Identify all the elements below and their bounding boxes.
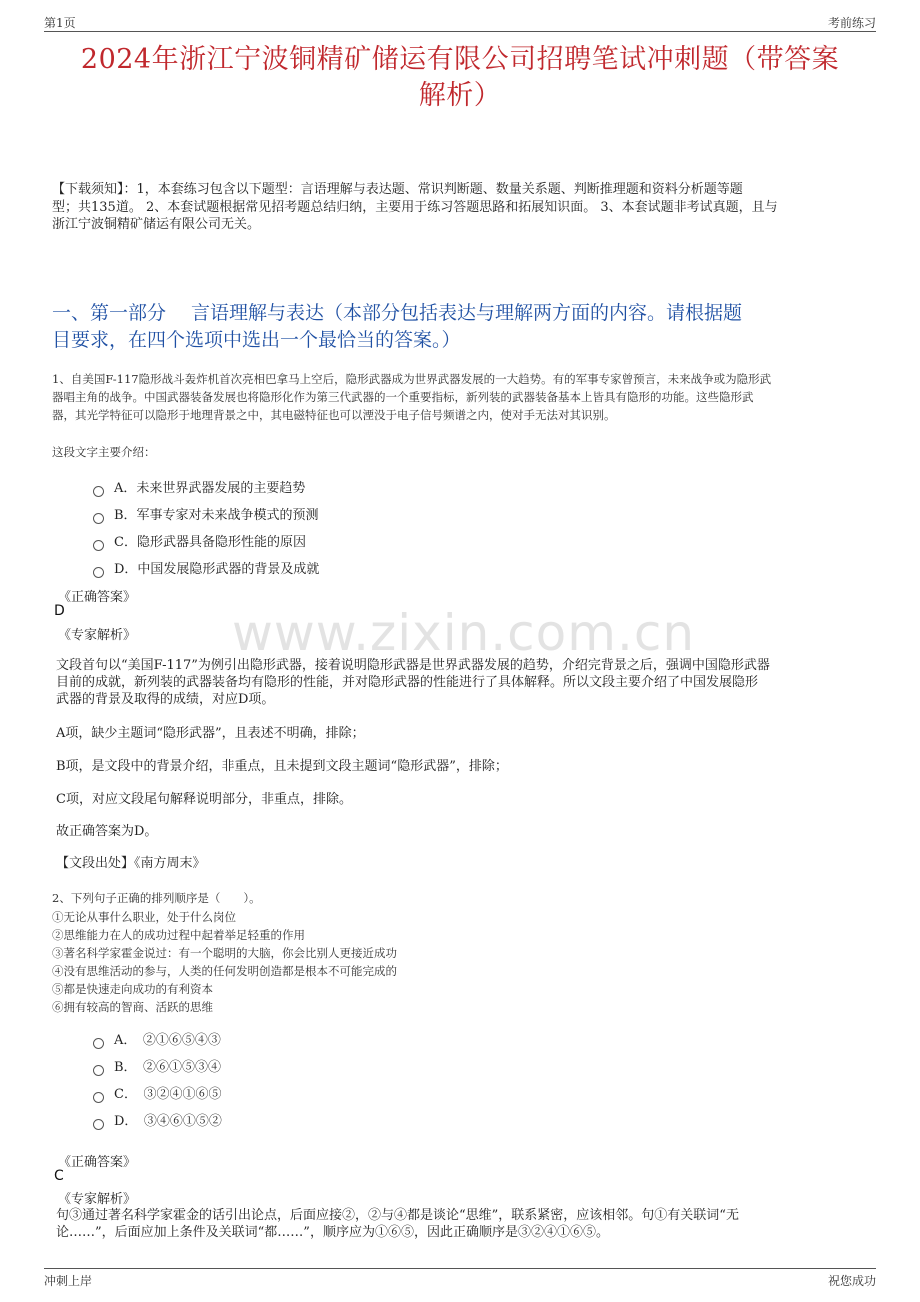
q1-stem-line-2: 器唱主角的战争。中国武器装备发展也将隐形化作为第三代武器的一个重要指标，新列装的武器装备基本上皆具有隐形的功能。这些隐形武: [52, 390, 754, 404]
q1-option-b-label: B．军事专家对未来战争模式的预测: [114, 508, 319, 523]
q2-analysis-line-1: 句③通过著名科学家霍金的话引出论点，后面应接②，②与④都是谈论“思维”，联系紧密，应该相邻。句①有关联词“无: [56, 1208, 739, 1223]
q2-option-a-label: A． ②①⑥⑤④③: [114, 1033, 221, 1048]
q1-note-a: A项，缺少主题词“隐形武器”，且表述不明确，排除；: [56, 726, 365, 741]
q2-sentences: [52, 908, 874, 1016]
q1-option-c-label: C．隐形武器具备隐形性能的原因: [114, 535, 306, 550]
radio-icon[interactable]: [93, 540, 104, 551]
q2-sentence-6: ⑥拥有较高的智商、活跃的思维: [52, 1000, 213, 1014]
q2-option-c[interactable]: [93, 1083, 221, 1102]
q1-option-b[interactable]: [93, 504, 319, 523]
q1-stem-line-3: 器，其光学特征可以隐形于地理背景之中，其电磁特征也可以湮没于电子信号频谱之内，使对手无法对其识别。: [52, 408, 616, 422]
q1-answer-label: 《正确答案》: [58, 590, 137, 605]
notice-line-1: 【下载须知】：1，本套练习包含以下题型：言语理解与表达题、常识判断题、数量关系题、判断推理题和资料分析题等题: [52, 182, 743, 197]
q1-note-c: C项，对应文段尾句解释说明部分，非重点，排除。: [56, 792, 352, 807]
document-title: [40, 42, 880, 114]
q2-sentence-2: ②思维能力在人的成功过程中起着举足轻重的作用: [52, 928, 305, 942]
title-line-2: 解析）: [418, 80, 502, 111]
section-heading: [52, 300, 874, 354]
q2-sentence-5: ⑤都是快速走向成功的有利资本: [52, 982, 213, 996]
radio-icon[interactable]: [93, 567, 104, 578]
q1-answer: D: [54, 603, 65, 619]
q2-analysis-line-2: 论……”，后面应加上条件及关联词“都……”，顺序应为①⑥⑤，因此正确顺序是③②④①⑥⑤。: [56, 1225, 609, 1240]
q2-answer-label: 《正确答案》: [58, 1155, 137, 1170]
q2-stem: 2、下列句子正确的排列顺序是（ ）。: [52, 891, 261, 905]
q2-answer: C: [54, 1168, 64, 1184]
radio-icon[interactable]: [93, 1119, 104, 1130]
notice-line-2: 型；共135道。 2、本套试题根据常见招考题总结归纳，主要用于练习答题思路和拓展知识面。 3、本套试题非考试真题，且与: [52, 199, 778, 215]
q1-note-b: B项，是文段中的背景介绍，非重点，且未提到文段主题词“隐形武器”，排除；: [56, 759, 508, 774]
q2-option-d-label: D． ③④⑥①⑤②: [114, 1114, 222, 1129]
q2-option-a[interactable]: [93, 1029, 221, 1048]
download-notice: [52, 181, 874, 234]
q1-option-c[interactable]: [93, 531, 306, 550]
q1-analysis-label: 《专家解析》: [58, 628, 137, 643]
watermark: www.zixin.com.cn: [232, 604, 696, 662]
header-rule: [44, 31, 876, 32]
q2-sentence-4: ④没有思维活动的参与，人类的任何发明创造都是根本不可能完成的: [52, 964, 397, 978]
q2-sentence-1: ①无论从事什么职业，处于什么岗位: [52, 910, 236, 924]
question-1-stem: [52, 370, 874, 424]
q1-source: 【文段出处】《南方周末》: [56, 856, 206, 871]
notice-line-3: 浙江宁波铜精矿储运有限公司无关。: [52, 217, 261, 232]
q1-analysis-line-3: 武器的背景及取得的成绩，对应D项。: [56, 692, 275, 707]
header-label: 考前练习: [827, 16, 876, 30]
title-line-1: 2024年浙江宁波铜精矿储运有限公司招聘笔试冲刺题（带答案: [80, 44, 840, 75]
q1-prompt: 这段文字主要介绍：: [52, 445, 156, 459]
page-number: 第1页: [44, 16, 76, 30]
q2-sentence-3: ③著名科学家霍金说过：有一个聪明的大脑，你会比别人更接近成功: [52, 946, 397, 960]
radio-icon[interactable]: [93, 1092, 104, 1103]
section-heading-line-2: 目要求，在四个选项中选出一个最恰当的答案。）: [52, 329, 461, 351]
q2-option-b-label: B． ②⑥①⑤③④: [114, 1060, 222, 1075]
footer-left: 冲刺上岸: [44, 1274, 93, 1288]
q2-analysis: [56, 1207, 868, 1241]
q1-analysis-line-1: 文段首句以“美国F-117”为例引出隐形武器，接着说明隐形武器是世界武器发展的趋势，介绍完背景之后，强调中国隐形武器: [56, 658, 770, 673]
section-heading-line-1: 一、第一部分 言语理解与表达（本部分包括表达与理解两方面的内容。请根据题: [52, 302, 743, 324]
q1-option-a[interactable]: [93, 477, 305, 496]
q1-option-d[interactable]: [93, 558, 319, 577]
q1-analysis: [56, 657, 868, 708]
radio-icon[interactable]: [93, 486, 104, 497]
q2-option-b[interactable]: [93, 1056, 221, 1075]
footer-rule: [44, 1268, 876, 1269]
q1-option-d-label: D．中国发展隐形武器的背景及成就: [114, 562, 320, 577]
radio-icon[interactable]: [93, 513, 104, 524]
q1-option-a-label: A．未来世界武器发展的主要趋势: [114, 481, 306, 496]
q2-option-d[interactable]: [93, 1110, 222, 1129]
q1-conclusion: 故正确答案为D。: [56, 824, 158, 839]
radio-icon[interactable]: [93, 1038, 104, 1049]
q2-analysis-label: 《专家解析》: [58, 1192, 137, 1207]
q2-option-c-label: C． ③②④①⑥⑤: [114, 1087, 222, 1102]
radio-icon[interactable]: [93, 1065, 104, 1076]
q1-analysis-line-2: 目前的成就，新列装的武器装备均有隐形的性能，并对隐形武器的性能进行了具体解释。所以文段主要介绍了中国发展隐形: [56, 675, 759, 690]
footer-right: 祝您成功: [827, 1274, 876, 1288]
q1-stem-line-1: 1、自美国F-117隐形战斗轰炸机首次亮相巴拿马上空后，隐形武器成为世界武器发展的一大趋势。有的军事专家曾预言，未来战争或为隐形武: [52, 372, 772, 386]
